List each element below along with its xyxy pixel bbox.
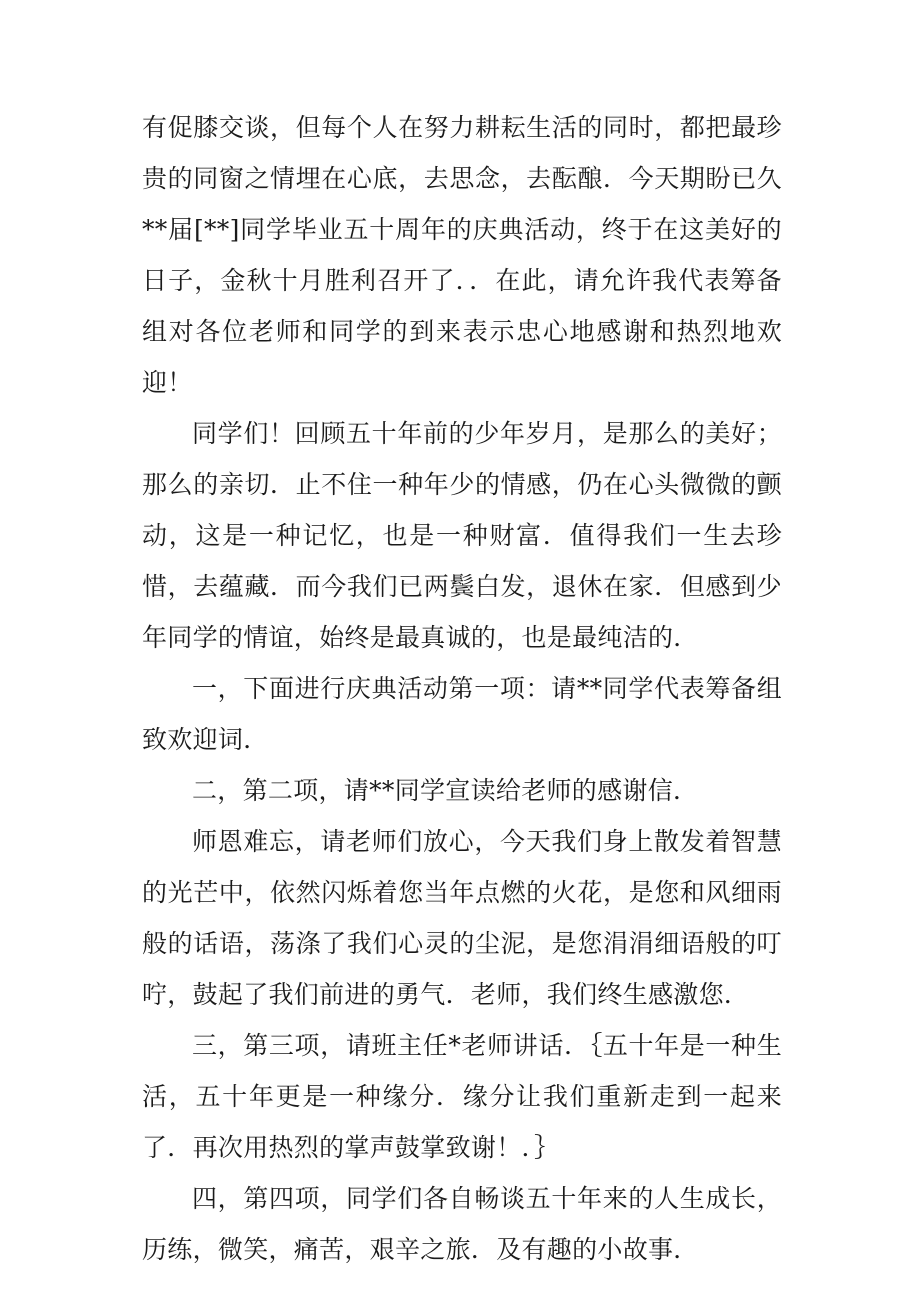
paragraph-item-three: 三，第三项，请班主任*老师讲话．｛五十年是一种生活，五十年更是一种缘分．缘分让我们重新走到一起来了．再次用热烈的掌声鼓掌致谢！．｝ xyxy=(142,1031,782,1162)
paragraph-item-four: 四，第四项，同学们各自畅谈五十年来的人生成长，历练，微笑，痛苦，艰辛之旅．及有趣的小故事． xyxy=(142,1184,782,1264)
paragraph-item-one: 一，下面进行庆典活动第一项：请**同学代表筹备组致欢迎词． xyxy=(142,674,782,754)
paragraph-item-two: 二，第二项，请**同学宣读给老师的感谢信． xyxy=(192,776,699,805)
paragraph-opening-continuation: 有促膝交谈，但每个人在努力耕耘生活的同时，都把最珍贵的同窗之情埋在心底，去思念，去酝酿．今天期盼已久**届[**]同学毕业五十周年的庆典活动，终于在这美好的日子，金秋十月胜利召开了．．在此，请允许我代表筹备组对各位老师和同学的到来表示忠心地感谢和热烈地欢迎！ xyxy=(142,113,782,397)
paragraph-teacher-thanks: 师恩难忘，请老师们放心，今天我们身上散发着智慧的光芒中，依然闪烁着您当年点燃的火花，是您和风细雨般的话语，荡涤了我们心灵的尘泥，是您涓涓细语般的叮咛，鼓起了我们前进的勇气．老师，我们终生感激您． xyxy=(142,827,782,1009)
document-page xyxy=(142,102,782,1275)
paragraph-recollection: 同学们！回顾五十年前的少年岁月，是那么的美好；那么的亲切．止不住一种年少的情感，仍在心头微微的颤动，这是一种记忆，也是一种财富．值得我们一生去珍惜，去蕴藏．而今我们已两鬓白发，退休在家．但感到少年同学的情谊，始终是最真诚的，也是最纯洁的． xyxy=(142,419,782,652)
